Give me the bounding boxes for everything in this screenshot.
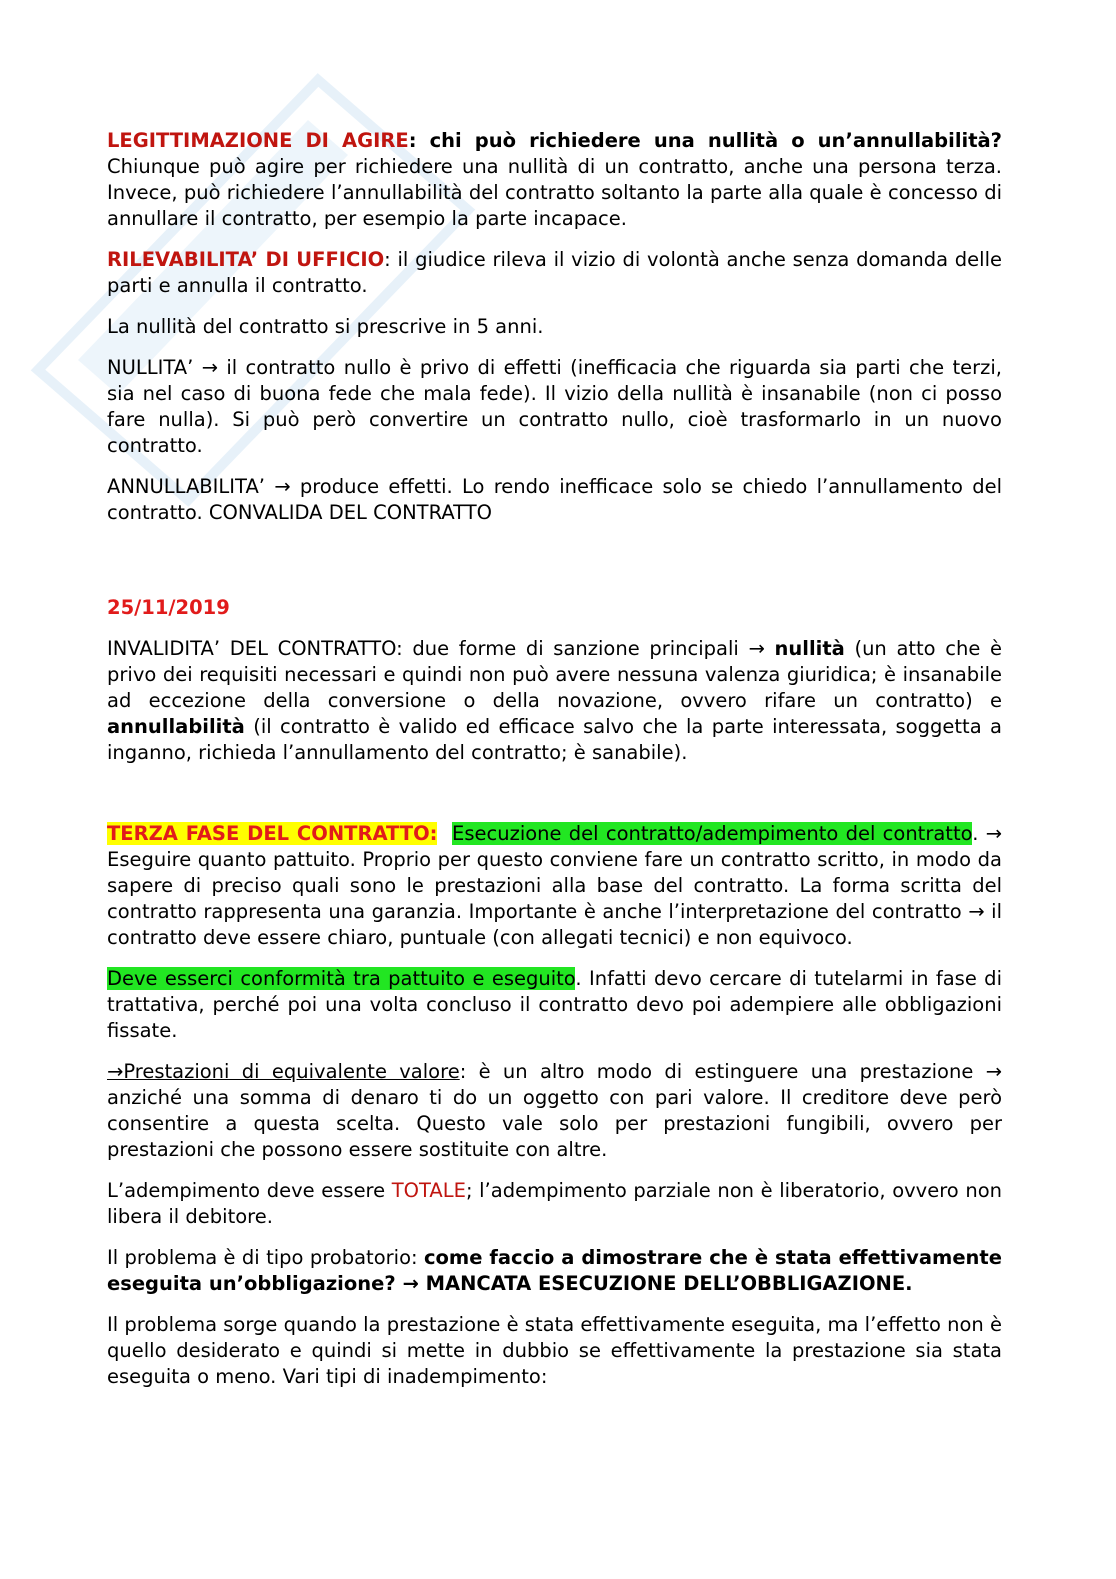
paragraph-prestazioni [107, 1059, 1002, 1163]
bold-nullita: nullità [774, 637, 845, 660]
paragraph-nullita [107, 355, 1002, 459]
text-prescrizione: La nullità del contratto si prescrive in 5 anni. [107, 315, 544, 338]
text-invalidita-a: INVALIDITA’ DEL CONTRATTO: due forme di sanzione principali → [107, 637, 775, 660]
paragraph-adempimento [107, 1178, 1002, 1230]
text-conformita: . Infatti devo cercare di tutelarmi in fase di trattativa, perché poi una volta concluso il contratto devo poi adempiere alle obbligazioni fissate. [107, 967, 1002, 1042]
text-terza-fase: . → Eseguire quanto pattuito. Proprio per questo conviene fare un contratto scritto, in modo da sapere di preciso quali sono le prestazioni alla base del contratto. La forma scritta del contratto rappresenta una garanzia. Importante è anche l’interpretazione del contratto → il contratto deve essere chiaro, puntuale (con allegati tecnici) e non equivoco. [107, 822, 1002, 949]
text-rilevabilita: : il giudice rileva il vizio di volontà anche senza domanda delle parti e annulla il contratto. [107, 248, 1002, 297]
heading-terza-fase: TERZA FASE DEL CONTRATTO: [107, 822, 438, 845]
paragraph-prescrizione [107, 314, 1002, 340]
question-legittimazione: : chi può richiedere una nullità o un’annullabilità? [408, 129, 1002, 152]
date-heading [107, 595, 1002, 621]
spacer [107, 541, 1002, 595]
text-probatorio-a: Il problema è di tipo probatorio: [107, 1246, 424, 1269]
heading-legittimazione: LEGITTIMAZIONE DI AGIRE [107, 129, 409, 152]
bold-probatorio: come faccio a dimostrare che è stata effettivamente eseguita un’obbligazione? → MANCATA ESECUZIONE DELL’OBBLIGAZIONE. [107, 1246, 1002, 1295]
heading-rilevabilita: RILEVABILITA’ DI UFFICIO [107, 248, 385, 271]
text-invalidita-c: (un atto che è privo dei requisiti necessari e quindi non può avere nessuna valenza giuridica; è insanabile ad eccezione della conversione o della novazione, ovvero rifare un contratto) e [107, 637, 1002, 712]
text-legittimazione: Chiunque può agire per richiedere una nullità di un contratto, anche una persona terza. Invece, può richiedere l’annullabilità del contratto soltanto la parte alla quale è concesso di annullare il contratto, per esempio la parte incapace. [107, 155, 1002, 230]
bold-annullabilita: annullabilità [107, 715, 245, 738]
text-adempimento-a: L’adempimento deve essere [107, 1179, 392, 1202]
text-problema: Il problema sorge quando la prestazione è stata effettivamente eseguita, ma l’effetto non è quello desiderato e quindi si mette in dubbio se effettivamente la prestazione sia stata eseguita o meno. Vari tipi di inadempimento: [107, 1313, 1002, 1388]
paragraph-legittimazione [107, 128, 1002, 232]
underlined-prestazioni: →Prestazioni di equivalente valore [107, 1060, 460, 1083]
text-nullita: NULLITA’ → il contratto nullo è privo di effetti (inefficacia che riguarda sia parti che terzi, sia nel caso di buona fede che mala fede). Il vizio della nullità è insanabile (non ci posso fare nulla). Si può però convertire un contratto nullo, cioè trasformarlo in un nuovo contratto. [107, 356, 1002, 457]
date-text: 25/11/2019 [107, 596, 230, 619]
paragraph-problema [107, 1312, 1002, 1390]
highlight-esecuzione: Esecuzione del contratto/adempimento del contratto [452, 822, 973, 845]
paragraph-terza-fase [107, 821, 1002, 951]
text-annullabilita: ANNULLABILITA’ → produce effetti. Lo rendo inefficace solo se chiedo l’annullamento del contratto. CONVALIDA DEL CONTRATTO [107, 475, 1002, 524]
document-page [107, 128, 1002, 1405]
paragraph-annullabilita [107, 474, 1002, 526]
paragraph-conformita [107, 966, 1002, 1044]
paragraph-invalidita [107, 636, 1002, 766]
spacer [107, 781, 1002, 821]
text-prestazioni: : è un altro modo di estinguere una prestazione → anziché una somma di denaro ti do un oggetto con pari valore. Il creditore deve però consentire a questa scelta. Questo vale solo per prestazioni fungibili, ovvero per prestazioni che possono essere sostituite con altre. [107, 1060, 1002, 1161]
text-invalidita-e: (il contratto è valido ed efficace salvo che la parte interessata, soggetta a inganno, richieda l’annullamento del contratto; è sanabile). [107, 715, 1002, 764]
paragraph-probatorio [107, 1245, 1002, 1297]
paragraph-rilevabilita [107, 247, 1002, 299]
text-totale: TOTALE [391, 1179, 466, 1202]
highlight-conformita: Deve esserci conformità tra pattuito e eseguito [107, 967, 576, 990]
text-adempimento-c: ; l’adempimento parziale non è liberatorio, ovvero non libera il debitore. [107, 1179, 1002, 1228]
